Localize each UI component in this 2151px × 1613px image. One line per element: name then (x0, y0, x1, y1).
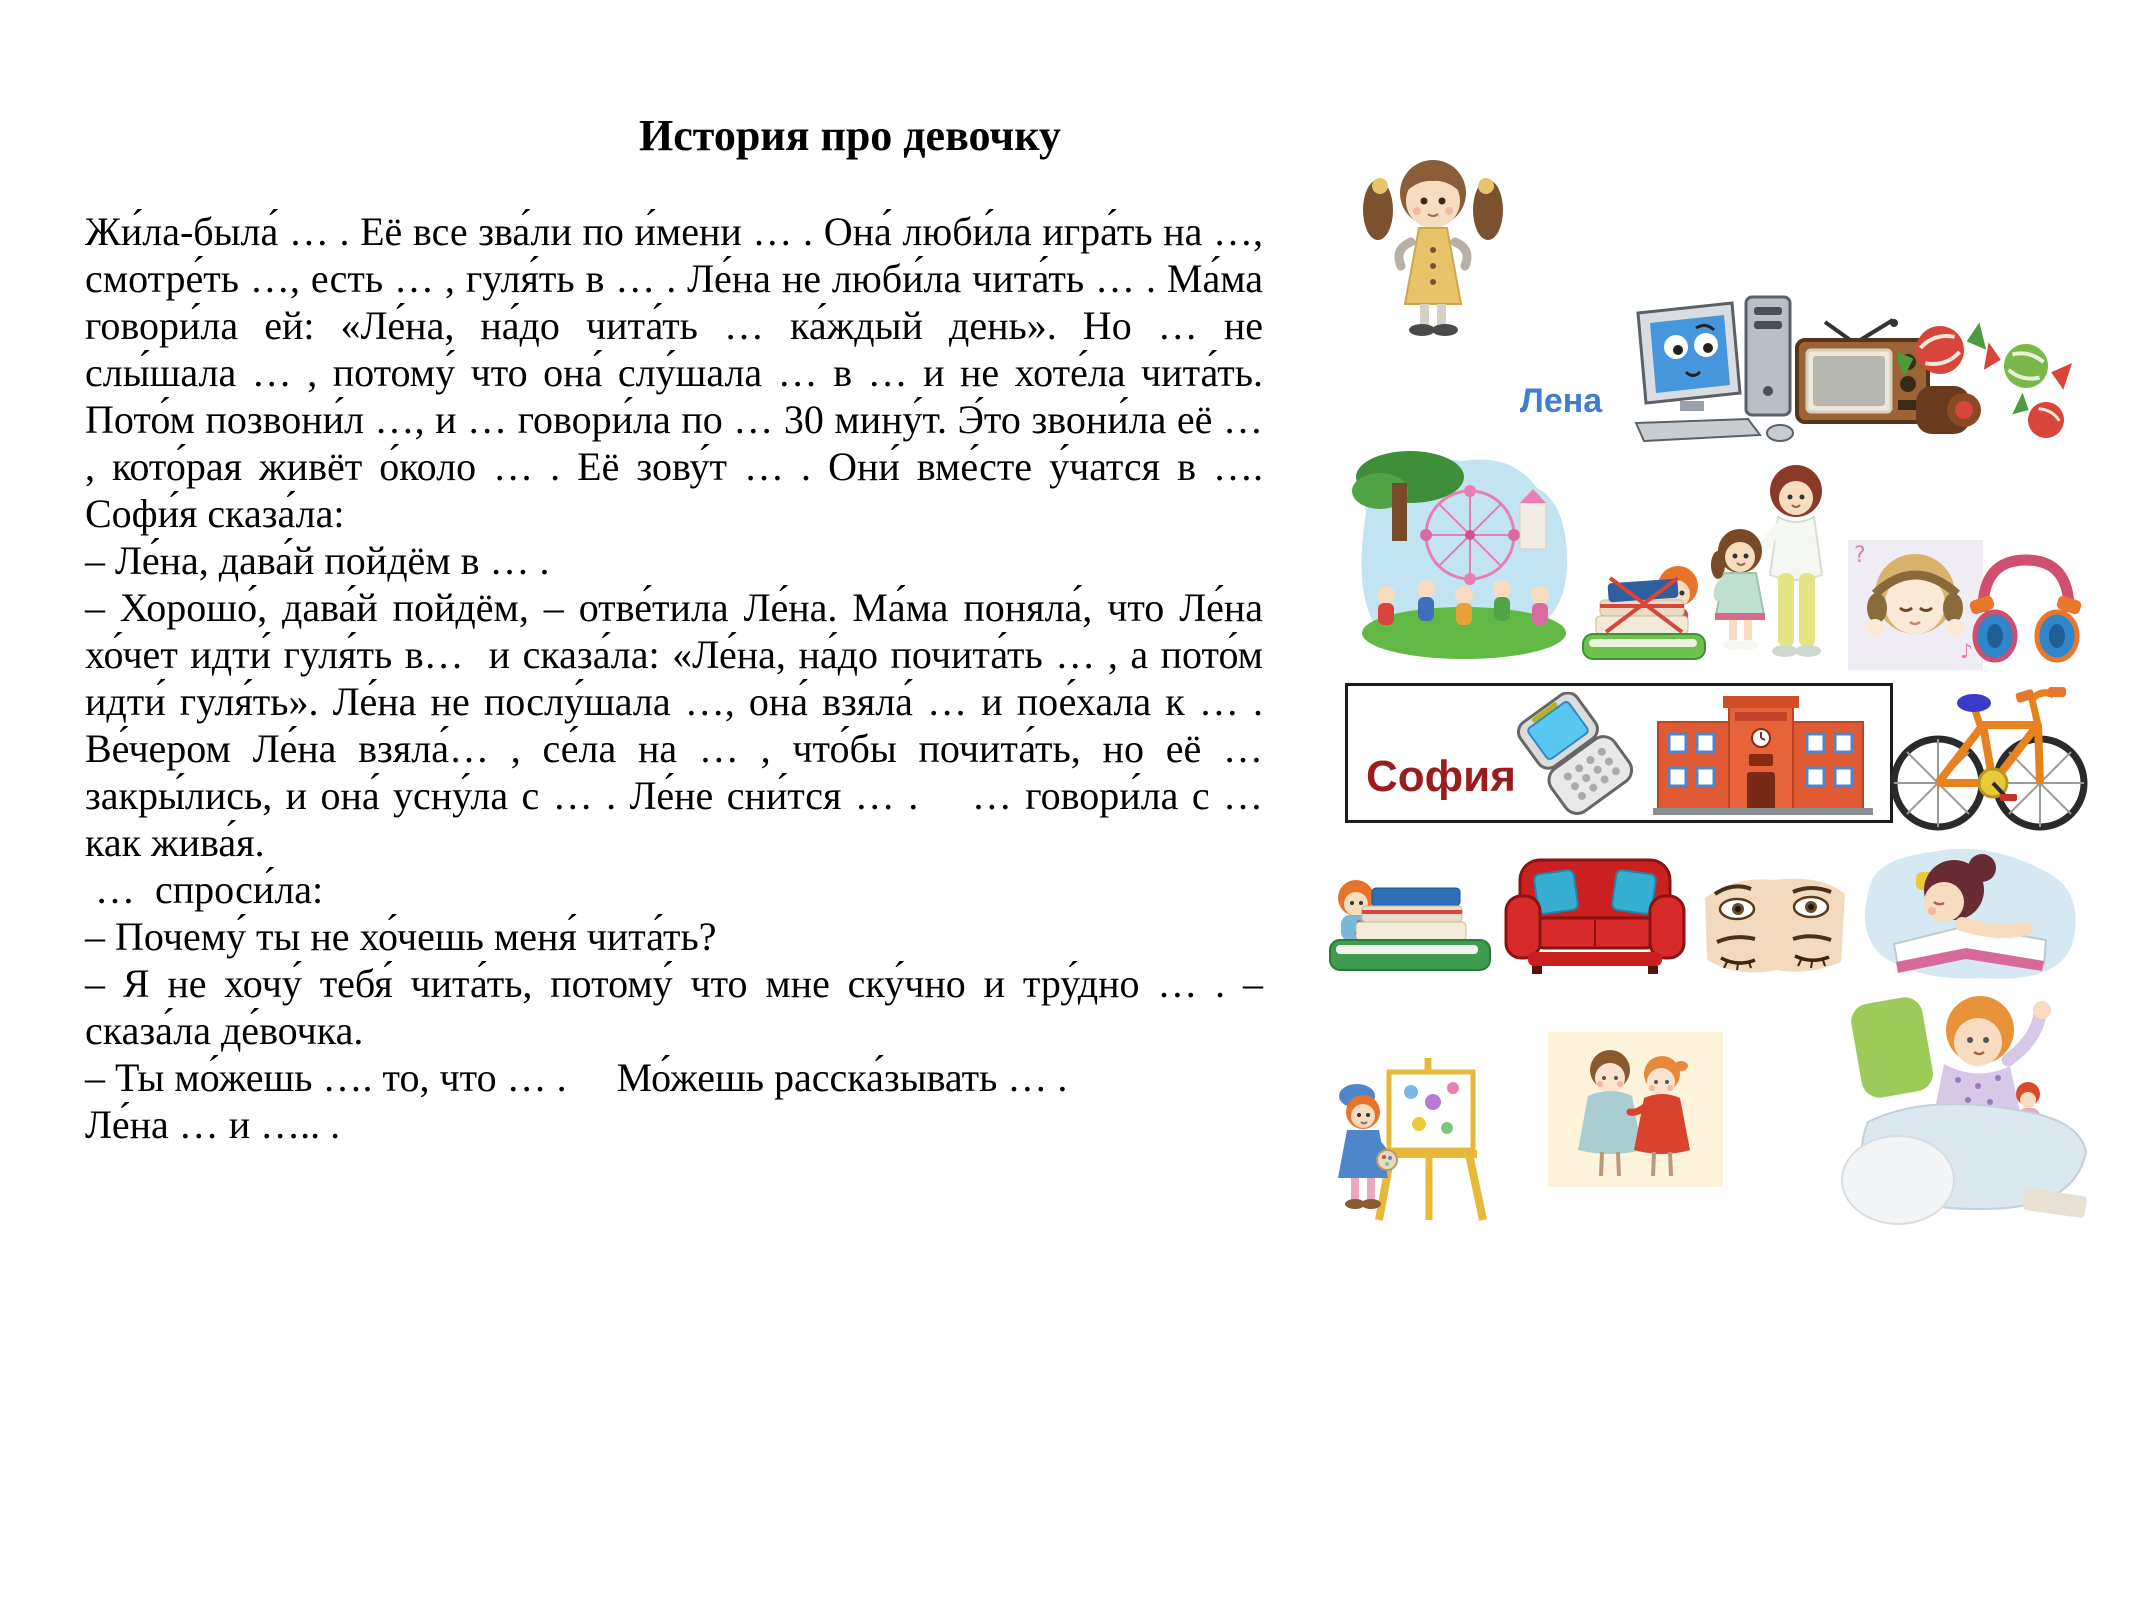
two-girls-clipart (1548, 1032, 1723, 1187)
page-title: История про девочку (639, 111, 1061, 160)
eyes-clipart (1697, 872, 1852, 977)
bicycle-clipart (1888, 665, 2088, 837)
story-paragraph: – Ты мо́жешь …. то, что … . Мо́жешь расска́зывать … . (85, 1055, 1068, 1100)
sleeping-girl-book-clipart (1858, 838, 2078, 988)
sofia-row-box (1345, 683, 1893, 823)
easel-girl-clipart (1333, 1038, 1498, 1228)
lena-label: Лена (1520, 382, 1603, 420)
school-building-clipart (1653, 694, 1873, 816)
girl-in-bed-clipart (1828, 972, 2108, 1232)
svg-text:♪: ♪ (1960, 639, 1973, 663)
computer-clipart (1628, 295, 1808, 445)
sofia-label: София (1366, 752, 1516, 801)
story-paragraph: … спроси́ла: (85, 867, 324, 912)
headphones-clipart (1968, 550, 2083, 665)
listening-girl-clipart (1848, 540, 1983, 670)
story-paragraph: – Хорошо́, дава́й пойдём, – отве́тила Ле́на. Ма́ма поняла́, что Ле́на хо́чет идти́ гуля́ть в… и сказа́ла: «Ле́на, на́до почита́ть … , а пото́м идти́ гуля́ть». Ле́на не послу́шала …, она́ взяла́ … и пое́хала к … . Ве́чером Ле́на взяла́… , се́ла на … , что́бы почита́ть, но её … закры́лись, и она́ усну́ла с … . Ле́не сни́тся … . … говори́ла с … как жива́я. (85, 585, 1273, 865)
story-text (85, 208, 1273, 1148)
lena-girl-clipart (1358, 148, 1508, 338)
candies-clipart (1898, 308, 2073, 448)
park-playground-clipart (1352, 443, 1577, 661)
girl-behind-books-clipart (1578, 548, 1713, 663)
story-paragraph: – Почему́ ты не хо́чешь меня́ чита́ть? (85, 914, 717, 959)
story-paragraph: Жи́ла-была́ … . Её все зва́ли по и́мени … . Она́ люби́ла игра́ть на …, смотре́ть …, есть … , гуля́ть в … . Ле́на не люби́ла чита́ть … . Ма́ма говори́ла ей: «Ле́на, на́до чита́ть … ка́ждый день». Но … не слы́шала … , потому́ что она́ слу́шала … в … и не хоте́ла чита́ть. Пото́м позвони́л …, и … говори́ла по … 30 мину́т. Э́то звони́ла её … , кото́рая живёт о́коло … . Её зову́т … . Они́ вме́сте у́чатся в …. Софи́я сказа́ла: (85, 209, 1273, 536)
story-paragraph: Ле́на … и ….. . (85, 1102, 341, 1147)
sofa-clipart (1498, 852, 1693, 977)
flip-phone-clipart (1508, 692, 1643, 817)
reading-girl-books-clipart (1328, 852, 1493, 977)
story-paragraph: – Я не хочу́ тебя́ чита́ть, потому́ что мне ску́чно и тру́дно … . – сказа́ла де́вочка. (85, 961, 1273, 1053)
story-paragraph: – Ле́на, дава́й пойдём в … . (85, 538, 550, 583)
mother-daughter-clipart (1700, 455, 1850, 685)
svg-text:?: ? (1854, 543, 1866, 568)
